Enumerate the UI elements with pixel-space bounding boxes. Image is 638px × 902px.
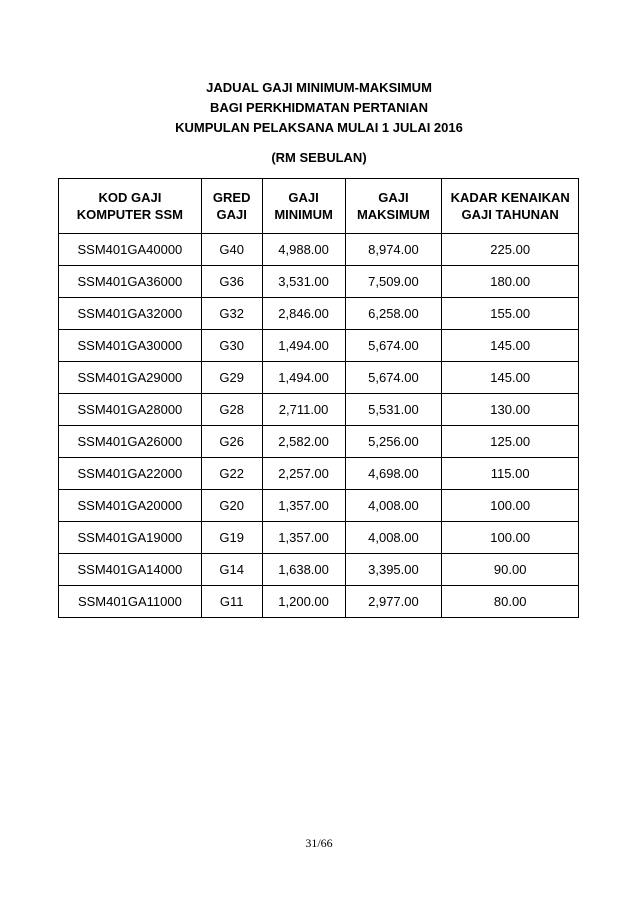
cell-grade: G28 bbox=[201, 394, 262, 426]
cell-maximum: 5,531.00 bbox=[345, 394, 442, 426]
cell-minimum: 1,638.00 bbox=[262, 554, 345, 586]
cell-minimum: 1,200.00 bbox=[262, 586, 345, 618]
cell-increment: 115.00 bbox=[442, 458, 579, 490]
cell-salary-code: SSM401GA40000 bbox=[59, 234, 202, 266]
cell-salary-code: SSM401GA11000 bbox=[59, 586, 202, 618]
cell-salary-code: SSM401GA28000 bbox=[59, 394, 202, 426]
title-line-2: BAGI PERKHIDMATAN PERTANIAN bbox=[209, 100, 429, 115]
cell-salary-code: SSM401GA36000 bbox=[59, 266, 202, 298]
cell-maximum: 5,674.00 bbox=[345, 362, 442, 394]
table-row bbox=[59, 554, 579, 586]
cell-salary-code: SSM401GA14000 bbox=[59, 554, 202, 586]
salary-table bbox=[58, 178, 579, 618]
cell-salary-code: SSM401GA26000 bbox=[59, 426, 202, 458]
table-row bbox=[59, 458, 579, 490]
header-salary-code: KOD GAJI KOMPUTER SSM bbox=[59, 179, 202, 234]
cell-minimum: 3,531.00 bbox=[262, 266, 345, 298]
cell-increment: 225.00 bbox=[442, 234, 579, 266]
cell-grade: G14 bbox=[201, 554, 262, 586]
cell-increment: 100.00 bbox=[442, 490, 579, 522]
cell-minimum: 1,357.00 bbox=[262, 522, 345, 554]
cell-salary-code: SSM401GA20000 bbox=[59, 490, 202, 522]
cell-increment: 100.00 bbox=[442, 522, 579, 554]
cell-maximum: 3,395.00 bbox=[345, 554, 442, 586]
cell-minimum: 1,357.00 bbox=[262, 490, 345, 522]
cell-grade: G22 bbox=[201, 458, 262, 490]
cell-salary-code: SSM401GA29000 bbox=[59, 362, 202, 394]
cell-grade: G19 bbox=[201, 522, 262, 554]
table-row bbox=[59, 490, 579, 522]
cell-minimum: 2,257.00 bbox=[262, 458, 345, 490]
header-grade: GRED GAJI bbox=[201, 179, 262, 234]
cell-salary-code: SSM401GA32000 bbox=[59, 298, 202, 330]
table-row bbox=[59, 394, 579, 426]
cell-salary-code: SSM401GA30000 bbox=[59, 330, 202, 362]
cell-minimum: 2,582.00 bbox=[262, 426, 345, 458]
cell-salary-code: SSM401GA19000 bbox=[59, 522, 202, 554]
cell-increment: 145.00 bbox=[442, 330, 579, 362]
cell-maximum: 8,974.00 bbox=[345, 234, 442, 266]
cell-grade: G30 bbox=[201, 330, 262, 362]
cell-maximum: 7,509.00 bbox=[345, 266, 442, 298]
cell-increment: 155.00 bbox=[442, 298, 579, 330]
table-row bbox=[59, 426, 579, 458]
table-row bbox=[59, 522, 579, 554]
cell-minimum: 1,494.00 bbox=[262, 362, 345, 394]
cell-grade: G29 bbox=[201, 362, 262, 394]
title-line-1: JADUAL GAJI MINIMUM-MAKSIMUM bbox=[206, 80, 432, 95]
header-annual-increment: KADAR KENAIKAN GAJI TAHUNAN bbox=[442, 179, 579, 234]
header-minimum-salary: GAJI MINIMUM bbox=[262, 179, 345, 234]
cell-increment: 125.00 bbox=[442, 426, 579, 458]
cell-minimum: 2,711.00 bbox=[262, 394, 345, 426]
cell-grade: G11 bbox=[201, 586, 262, 618]
page-number: 31/66 bbox=[305, 836, 333, 850]
table-header-row bbox=[59, 179, 579, 234]
cell-grade: G26 bbox=[201, 426, 262, 458]
table-body bbox=[59, 234, 579, 618]
cell-grade: G40 bbox=[201, 234, 262, 266]
cell-grade: G36 bbox=[201, 266, 262, 298]
cell-increment: 90.00 bbox=[442, 554, 579, 586]
table-row bbox=[59, 298, 579, 330]
cell-maximum: 4,008.00 bbox=[345, 490, 442, 522]
cell-salary-code: SSM401GA22000 bbox=[59, 458, 202, 490]
cell-increment: 180.00 bbox=[442, 266, 579, 298]
cell-maximum: 5,256.00 bbox=[345, 426, 442, 458]
table-row bbox=[59, 234, 579, 266]
cell-minimum: 1,494.00 bbox=[262, 330, 345, 362]
cell-maximum: 4,008.00 bbox=[345, 522, 442, 554]
currency-unit-label: (RM SEBULAN) bbox=[271, 150, 367, 165]
cell-minimum: 4,988.00 bbox=[262, 234, 345, 266]
cell-increment: 80.00 bbox=[442, 586, 579, 618]
cell-maximum: 2,977.00 bbox=[345, 586, 442, 618]
cell-grade: G20 bbox=[201, 490, 262, 522]
cell-increment: 145.00 bbox=[442, 362, 579, 394]
cell-increment: 130.00 bbox=[442, 394, 579, 426]
cell-maximum: 6,258.00 bbox=[345, 298, 442, 330]
table-row bbox=[59, 586, 579, 618]
header-maximum-salary: GAJI MAKSIMUM bbox=[345, 179, 442, 234]
table-row bbox=[59, 266, 579, 298]
document-title bbox=[0, 78, 638, 138]
cell-grade: G32 bbox=[201, 298, 262, 330]
cell-minimum: 2,846.00 bbox=[262, 298, 345, 330]
cell-maximum: 4,698.00 bbox=[345, 458, 442, 490]
table-row bbox=[59, 362, 579, 394]
cell-maximum: 5,674.00 bbox=[345, 330, 442, 362]
title-line-3: KUMPULAN PELAKSANA MULAI 1 JULAI 2016 bbox=[175, 120, 463, 135]
table-row bbox=[59, 330, 579, 362]
